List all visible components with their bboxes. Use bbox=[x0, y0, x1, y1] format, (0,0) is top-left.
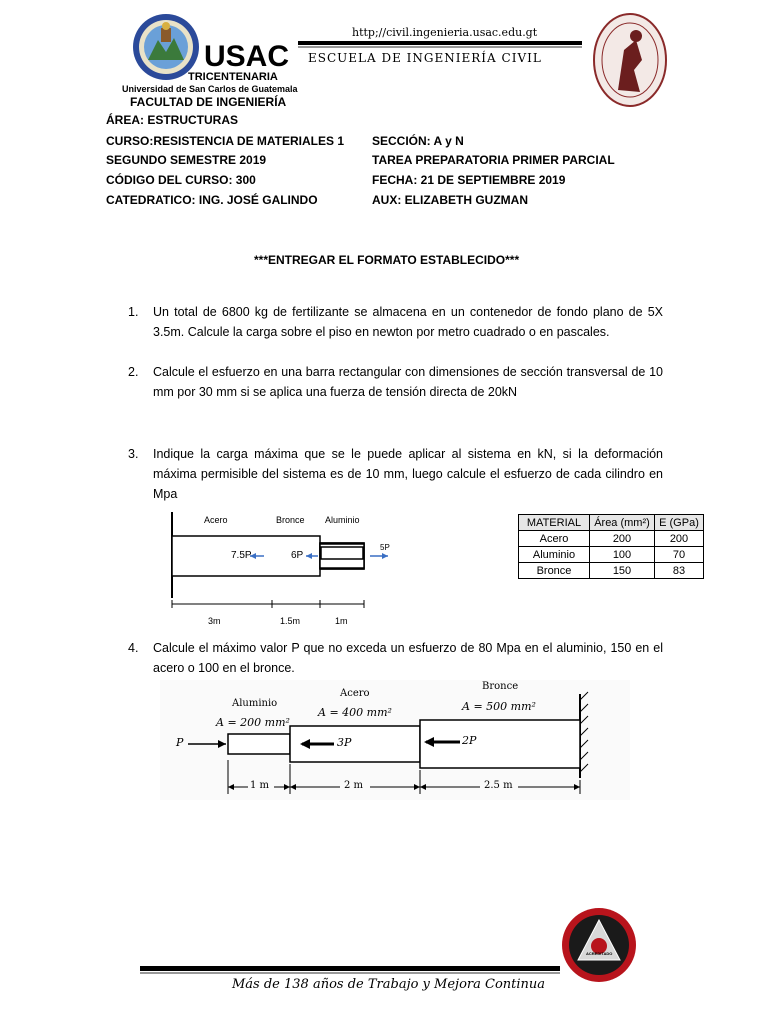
table-cell: 150 bbox=[590, 563, 655, 579]
accreditation-seal bbox=[560, 906, 638, 984]
question-number: 1. bbox=[128, 305, 139, 319]
figure-1-label-bronce: Bronce bbox=[276, 515, 305, 525]
table-cell: 83 bbox=[655, 563, 704, 579]
figure-1-load-1: 7.5P bbox=[231, 550, 252, 561]
header-rule bbox=[298, 41, 582, 45]
figure-2-load-2p: 2P bbox=[462, 734, 477, 747]
question-text: Un total de 6800 kg de fertilizante se almacena en un contenedor de fondo plano de 5X 3.5m. Calcule la carga sobre el piso en newton por metro cuadrado o en pascales. bbox=[153, 305, 663, 339]
info-tarea: TAREA PREPARATORIA PRIMER PARCIAL bbox=[372, 153, 615, 167]
table-cell: Acero bbox=[519, 531, 590, 547]
figure-2-dim-3: 2.5 m bbox=[484, 780, 513, 791]
info-curso: CURSO:RESISTENCIA DE MATERIALES 1 bbox=[106, 134, 345, 148]
info-area: ÁREA: ESTRUCTURAS bbox=[106, 113, 238, 127]
header-rule-shadow bbox=[298, 46, 582, 48]
figure-1-aluminum-rod bbox=[320, 543, 366, 563]
figure-2-label-aluminio: Aluminio bbox=[232, 698, 278, 709]
info-semestre: SEGUNDO SEMESTRE 2019 bbox=[106, 153, 267, 167]
table-header-row bbox=[519, 515, 704, 531]
figure-2-area-2: A = 400 mm² bbox=[318, 706, 392, 719]
table-row bbox=[519, 531, 704, 547]
figure-1-load-3: 5P bbox=[380, 543, 390, 552]
figure-1-dim-2: 1.5m bbox=[280, 616, 301, 626]
info-catedratico: CATEDRATICO: ING. JOSÉ GALINDO bbox=[106, 193, 318, 207]
table-header: Área (mm²) bbox=[590, 515, 655, 531]
table-cell: 200 bbox=[590, 531, 655, 547]
table-cell: 70 bbox=[655, 547, 704, 563]
question-number: 3. bbox=[128, 447, 139, 461]
figure-2-dim-1: 1 m bbox=[250, 780, 270, 791]
figure-1-diagram bbox=[160, 508, 410, 628]
logo-subtitle: TRICENTENARIA bbox=[188, 71, 278, 83]
question-text: Calcule el esfuerzo en una barra rectangular con dimensiones de sección transversal de 10 mm por 30 mm si se aplica una fuerza de tensión directa de 20kN bbox=[153, 365, 663, 399]
figure-1-label-aluminio: Aluminio bbox=[325, 515, 360, 525]
figure-1-label-acero: Acero bbox=[204, 515, 228, 525]
figure-2-diagram bbox=[160, 680, 630, 800]
figure-2-load-p: P bbox=[176, 736, 184, 749]
figure-1-dim-1: 3m bbox=[208, 616, 221, 626]
figure-2-load-3p: 3P bbox=[337, 736, 352, 749]
faculty-name: FACULTAD DE INGENIERÍA bbox=[130, 95, 287, 109]
info-aux: AUX: ELIZABETH GUZMAN bbox=[372, 193, 528, 207]
table-header: MATERIAL bbox=[519, 515, 590, 531]
figure-2-label-acero: Acero bbox=[340, 688, 370, 699]
figure-2-dim-2: 2 m bbox=[344, 780, 364, 791]
question-text: Indique la carga máxima que se le puede aplicar al sistema en kN, si la deformación máxima permisible del sistema es de 10 mm, luego calcule el esfuerzo de cada cilindro en Mpa bbox=[153, 447, 663, 501]
figure-2-area-3: A = 500 mm² bbox=[462, 700, 536, 713]
footer-motto: Más de 138 años de Trabajo y Mejora Continua bbox=[232, 977, 546, 992]
university-name: Universidad de San Carlos de Guatemala bbox=[122, 84, 298, 94]
header-url: http;//civil.ingenieria.usac.edu.gt bbox=[352, 26, 538, 39]
table-row bbox=[519, 547, 704, 563]
footer-rule-shadow bbox=[140, 972, 560, 974]
engineering-seal bbox=[590, 10, 670, 110]
figure-1-load-2: 6P bbox=[291, 550, 304, 561]
table-cell: 100 bbox=[590, 547, 655, 563]
info-codigo: CÓDIGO DEL CURSO: 300 bbox=[106, 173, 256, 187]
question-number: 4. bbox=[128, 641, 139, 655]
material-table bbox=[518, 514, 704, 579]
table-row bbox=[519, 563, 704, 579]
school-name: ESCUELA DE INGENIERÍA CIVIL bbox=[308, 51, 542, 65]
footer-rule bbox=[140, 966, 560, 971]
question-number: 2. bbox=[128, 365, 139, 379]
notice: ***ENTREGAR EL FORMATO ESTABLECIDO*** bbox=[254, 253, 520, 267]
table-cell: Bronce bbox=[519, 563, 590, 579]
question-text: Calcule el máximo valor P que no exceda un esfuerzo de 80 Mpa en el aluminio, 150 en el acero o 100 en el bronce. bbox=[153, 641, 663, 675]
info-fecha: FECHA: 21 DE SEPTIEMBRE 2019 bbox=[372, 173, 566, 187]
logo-text: USAC bbox=[204, 40, 290, 73]
figure-1-dim-3: 1m bbox=[335, 616, 348, 626]
table-cell: 200 bbox=[655, 531, 704, 547]
figure-2-label-bronce: Bronce bbox=[482, 681, 519, 692]
seal-text: ACREDITADO bbox=[586, 951, 613, 956]
table-header: E (GPa) bbox=[655, 515, 704, 531]
table-cell: Aluminio bbox=[519, 547, 590, 563]
figure-2-area-1: A = 200 mm² bbox=[216, 716, 290, 729]
info-seccion: SECCIÓN: A y N bbox=[372, 134, 464, 148]
